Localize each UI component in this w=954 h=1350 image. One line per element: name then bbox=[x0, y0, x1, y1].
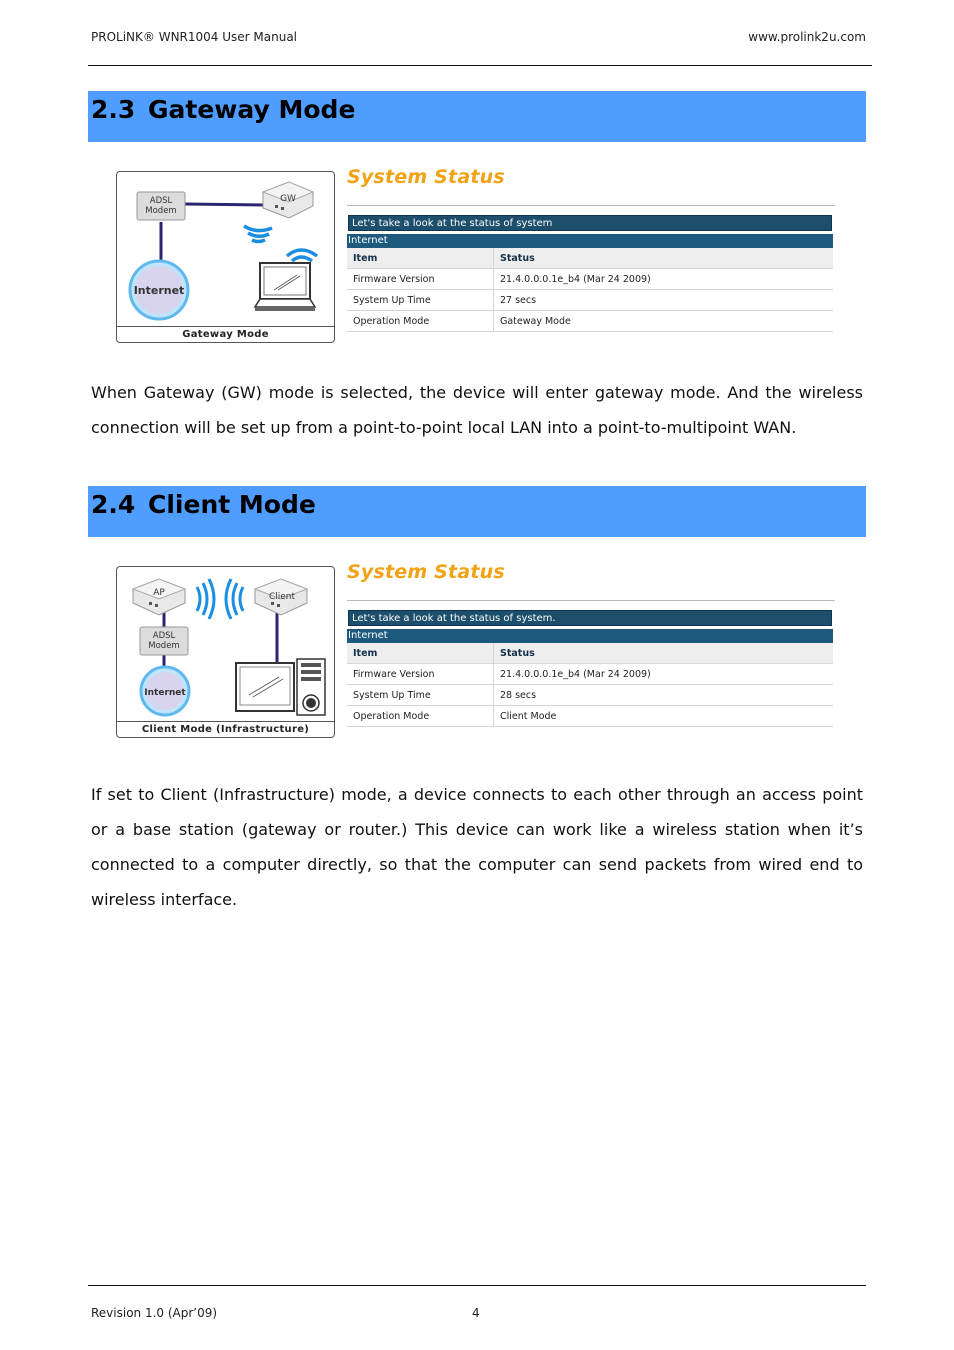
modem-label-line2: Modem bbox=[145, 206, 177, 216]
column-header-item: Item bbox=[347, 248, 494, 269]
row-status: 21.4.0.0.0.1e_b4 (Mar 24 2009) bbox=[494, 664, 834, 685]
table-header-row bbox=[347, 248, 833, 269]
row-status: 28 secs bbox=[494, 685, 834, 706]
header-rule bbox=[88, 65, 872, 66]
table-row bbox=[347, 664, 833, 685]
table-row bbox=[347, 269, 833, 290]
gw-label: GW bbox=[280, 194, 296, 204]
section-number: 2.3 bbox=[91, 95, 136, 124]
client-mode-description: If set to Client (Infrastructure) mode, a device connects to each other through an access point or a base station (gateway or router.) This device can work like a wireless station when it’s connected to a computer directly, so that the computer can send packets from wired end to wireless interface. bbox=[91, 785, 863, 909]
client-mode-diagram bbox=[116, 566, 335, 738]
row-status: Client Mode bbox=[494, 706, 834, 727]
row-status: Gateway Mode bbox=[494, 311, 834, 332]
row-item: Firmware Version bbox=[347, 269, 494, 290]
ap-label: AP bbox=[153, 588, 165, 598]
section-title: Client Mode bbox=[148, 490, 316, 519]
diagram-caption: Gateway Mode bbox=[117, 326, 334, 342]
row-item: Operation Mode bbox=[347, 706, 494, 727]
table-row bbox=[347, 311, 833, 332]
system-status-title: System Status bbox=[347, 166, 505, 188]
row-item: System Up Time bbox=[347, 290, 494, 311]
column-header-item: Item bbox=[347, 643, 494, 664]
status-subheading: Internet bbox=[347, 234, 833, 248]
row-item: System Up Time bbox=[347, 685, 494, 706]
modem-label-line2: Modem bbox=[148, 641, 180, 651]
table-header-row bbox=[347, 643, 833, 664]
row-item: Firmware Version bbox=[347, 664, 494, 685]
table-row bbox=[347, 685, 833, 706]
section-number: 2.4 bbox=[91, 490, 136, 519]
column-header-status: Status bbox=[494, 643, 834, 664]
system-status-panel bbox=[347, 600, 835, 727]
internet-label: Internet bbox=[144, 688, 186, 698]
internet-label: Internet bbox=[133, 284, 185, 297]
system-status-title: System Status bbox=[347, 561, 505, 583]
modem-label-line1: ADSL bbox=[149, 196, 173, 206]
section-heading-client-mode bbox=[88, 486, 866, 537]
row-status: 27 secs bbox=[494, 290, 834, 311]
status-table bbox=[347, 248, 833, 332]
status-table bbox=[347, 643, 833, 727]
section-title: Gateway Mode bbox=[148, 95, 356, 124]
gateway-mode-description: When Gateway (GW) mode is selected, the device will enter gateway mode. And the wireless connection will be set up from a point-to-point local LAN into a point-to-multipoint WAN. bbox=[91, 383, 863, 437]
footer-rule bbox=[88, 1285, 866, 1286]
header-manual-title: PROLiNK® WNR1004 User Manual bbox=[91, 30, 298, 44]
table-row bbox=[347, 706, 833, 727]
header-website: www.prolink2u.com bbox=[748, 30, 866, 44]
footer-revision: Revision 1.0 (Apr’09) bbox=[91, 1306, 218, 1320]
section-heading-gateway-mode bbox=[88, 91, 866, 142]
row-item: Operation Mode bbox=[347, 311, 494, 332]
row-status: 21.4.0.0.0.1e_b4 (Mar 24 2009) bbox=[494, 269, 834, 290]
page-number: 4 bbox=[472, 1306, 480, 1320]
client-label: Client bbox=[268, 592, 296, 602]
modem-label-line1: ADSL bbox=[152, 631, 176, 641]
table-row bbox=[347, 290, 833, 311]
status-banner: Let's take a look at the status of system. bbox=[348, 610, 832, 626]
status-banner: Let's take a look at the status of system bbox=[348, 215, 832, 231]
column-header-status: Status bbox=[494, 248, 834, 269]
status-subheading: Internet bbox=[347, 629, 833, 643]
gateway-mode-diagram bbox=[116, 171, 335, 343]
diagram-caption: Client Mode (Infrastructure) bbox=[117, 721, 334, 737]
system-status-panel bbox=[347, 205, 835, 332]
